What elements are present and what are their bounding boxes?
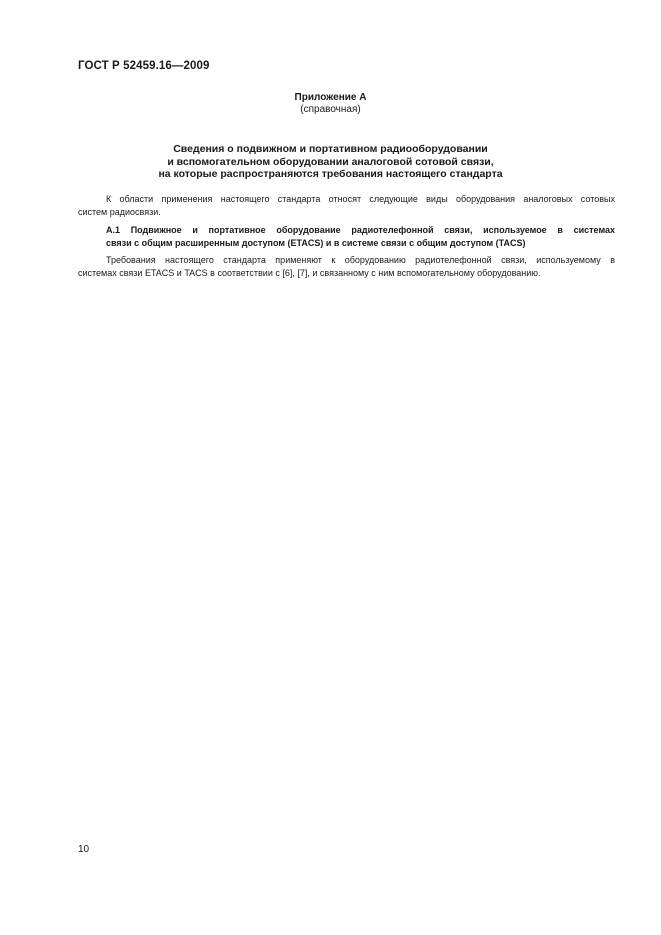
section-text-line: системах связи ETACS и TACS в соответствии с [6], [7], и связанному с ним вспомогательному оборудованию.: [78, 267, 541, 278]
annex-heading-line: на которые распространяются требования настоящего стандарта: [158, 168, 503, 180]
annex-heading-line: Сведения о подвижном и портативном радиооборудовании: [173, 143, 488, 155]
annex-status: (справочная): [300, 104, 361, 115]
annex-heading-line: и вспомогательном оборудовании аналоговой сотовой связи,: [167, 155, 494, 168]
intro-paragraph: [78, 193, 615, 218]
section-title-line: А.1 Подвижное и портативное оборудование радиотелефонной связи, используемое в системах: [106, 225, 615, 235]
annex-header: [0, 92, 661, 116]
document-code: ГОСТ Р 52459.16—2009: [78, 60, 210, 72]
intro-line: систем радиосвязи.: [78, 206, 161, 217]
page-number: 10: [78, 844, 90, 855]
section-a1-title: [78, 224, 615, 249]
intro-line: К области применения настоящего стандарта относят следующие виды оборудования аналоговых сотовых: [106, 194, 615, 204]
section-title-line: связи с общим расширенным доступом (ETACS) и в системе связи с общим доступом (TACS): [106, 237, 526, 248]
annex-heading: [0, 143, 661, 181]
annex-title: Приложение А: [294, 92, 367, 103]
section-text-line: Требования настоящего стандарта применяют к оборудованию радиотелефонной связи, используемому в: [106, 255, 615, 265]
section-a1-text: [78, 254, 615, 279]
